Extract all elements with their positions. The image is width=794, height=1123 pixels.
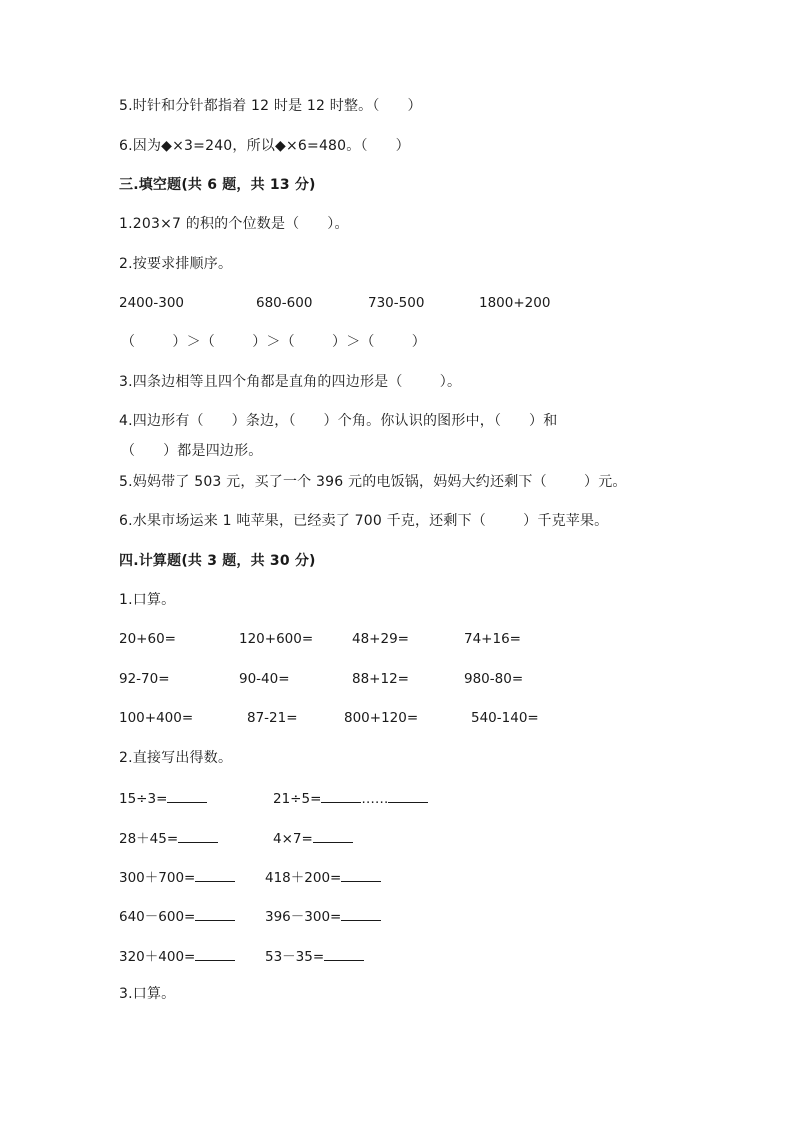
answer-blank[interactable]: [341, 866, 381, 882]
calc-question-2: 2.直接写出得数。: [119, 750, 233, 766]
oral-calc-item: 88+12=: [352, 671, 409, 687]
oral-calc-item: 800+120=: [344, 710, 419, 726]
true-false-question-5: 5.时针和分针都指着 12 时是 12 时整。（ ）: [119, 98, 422, 114]
expression: 53－35=: [265, 949, 325, 965]
direct-answer-row: [0, 905, 794, 925]
direct-answer-item: [119, 827, 218, 849]
direct-answer-item: [273, 787, 428, 809]
answer-blank[interactable]: [195, 945, 235, 961]
quotient-blank[interactable]: [321, 787, 361, 803]
fill-question-6: 6.水果市场运来 1 吨苹果，已经卖了 700 千克，还剩下（ ）千克苹果。: [119, 513, 609, 529]
direct-answer-row: [0, 866, 794, 886]
calc-question-1: 1.口算。: [119, 592, 176, 608]
ordering-expression: 730-500: [368, 295, 425, 311]
section-3-title: 三.填空题(共 6 题，共 13 分): [119, 177, 316, 193]
expression: 396－300=: [265, 909, 342, 925]
expression: 15÷3=: [119, 791, 168, 807]
oral-calc-item: 100+400=: [119, 710, 194, 726]
oral-calc-item: 92-70=: [119, 671, 170, 687]
direct-answer-item: [119, 866, 235, 888]
fill-question-2: 2.按要求排顺序。: [119, 256, 233, 272]
oral-calc-row: [0, 669, 794, 689]
fill-question-5: 5.妈妈带了 503 元，买了一个 396 元的电饭锅，妈妈大约还剩下（ ）元。: [119, 474, 627, 490]
expression: 640－600=: [119, 909, 196, 925]
ordering-expression: 1800+200: [479, 295, 551, 311]
section-4-title: 四.计算题(共 3 题，共 30 分): [119, 553, 316, 569]
expression: 320＋400=: [119, 949, 196, 965]
oral-calc-item: 120+600=: [239, 631, 314, 647]
answer-blank[interactable]: [324, 945, 364, 961]
expression: 21÷5=: [273, 791, 322, 807]
true-false-question-6: 6.因为◆×3=240，所以◆×6=480。（ ）: [119, 138, 410, 154]
direct-answer-item: [119, 787, 207, 809]
answer-blank[interactable]: [195, 905, 235, 921]
remainder-ellipsis: ……: [361, 791, 389, 807]
fill-question-1: 1.203×7 的积的个位数是（ ）。: [119, 216, 349, 232]
calc-question-3: 3.口算。: [119, 986, 176, 1002]
ordering-expression: 2400-300: [119, 295, 184, 311]
direct-answer-row: [0, 945, 794, 965]
ordering-expression: 680-600: [256, 295, 313, 311]
oral-calc-row: [0, 629, 794, 649]
expression: 418＋200=: [265, 870, 342, 886]
oral-calc-item: 540-140=: [471, 710, 539, 726]
oral-calc-row: [0, 708, 794, 728]
expression: 28＋45=: [119, 831, 179, 847]
direct-answer-item: [265, 905, 381, 927]
expression: 4×7=: [273, 831, 313, 847]
remainder-blank[interactable]: [388, 787, 428, 803]
fill-question-4-line-2: （ ）都是四边形。: [121, 443, 263, 459]
direct-answer-row: [0, 827, 794, 847]
answer-blank[interactable]: [341, 905, 381, 921]
answer-blank[interactable]: [195, 866, 235, 882]
answer-blank[interactable]: [313, 827, 353, 843]
expression: 300＋700=: [119, 870, 196, 886]
direct-answer-item: [265, 945, 364, 967]
oral-calc-item: 20+60=: [119, 631, 176, 647]
ordering-expressions-row: [0, 293, 794, 313]
fill-question-4-line-1: 4.四边形有（ ）条边，（ ）个角。你认识的图形中，（ ）和: [119, 413, 558, 429]
direct-answer-item: [119, 945, 235, 967]
direct-answer-item: [119, 905, 235, 927]
oral-calc-item: 87-21=: [247, 710, 298, 726]
ordering-answer-blanks: （ ）＞（ ）＞（ ）＞（ ）: [121, 334, 427, 350]
direct-answer-item: [265, 866, 381, 888]
answer-blank[interactable]: [178, 827, 218, 843]
fill-question-3: 3.四条边相等且四个角都是直角的四边形是（ ）。: [119, 374, 462, 390]
direct-answer-item: [273, 827, 353, 849]
oral-calc-item: 980-80=: [464, 671, 524, 687]
oral-calc-item: 48+29=: [352, 631, 409, 647]
answer-blank[interactable]: [167, 787, 207, 803]
direct-answer-row: [0, 787, 794, 807]
oral-calc-item: 74+16=: [464, 631, 521, 647]
oral-calc-item: 90-40=: [239, 671, 290, 687]
